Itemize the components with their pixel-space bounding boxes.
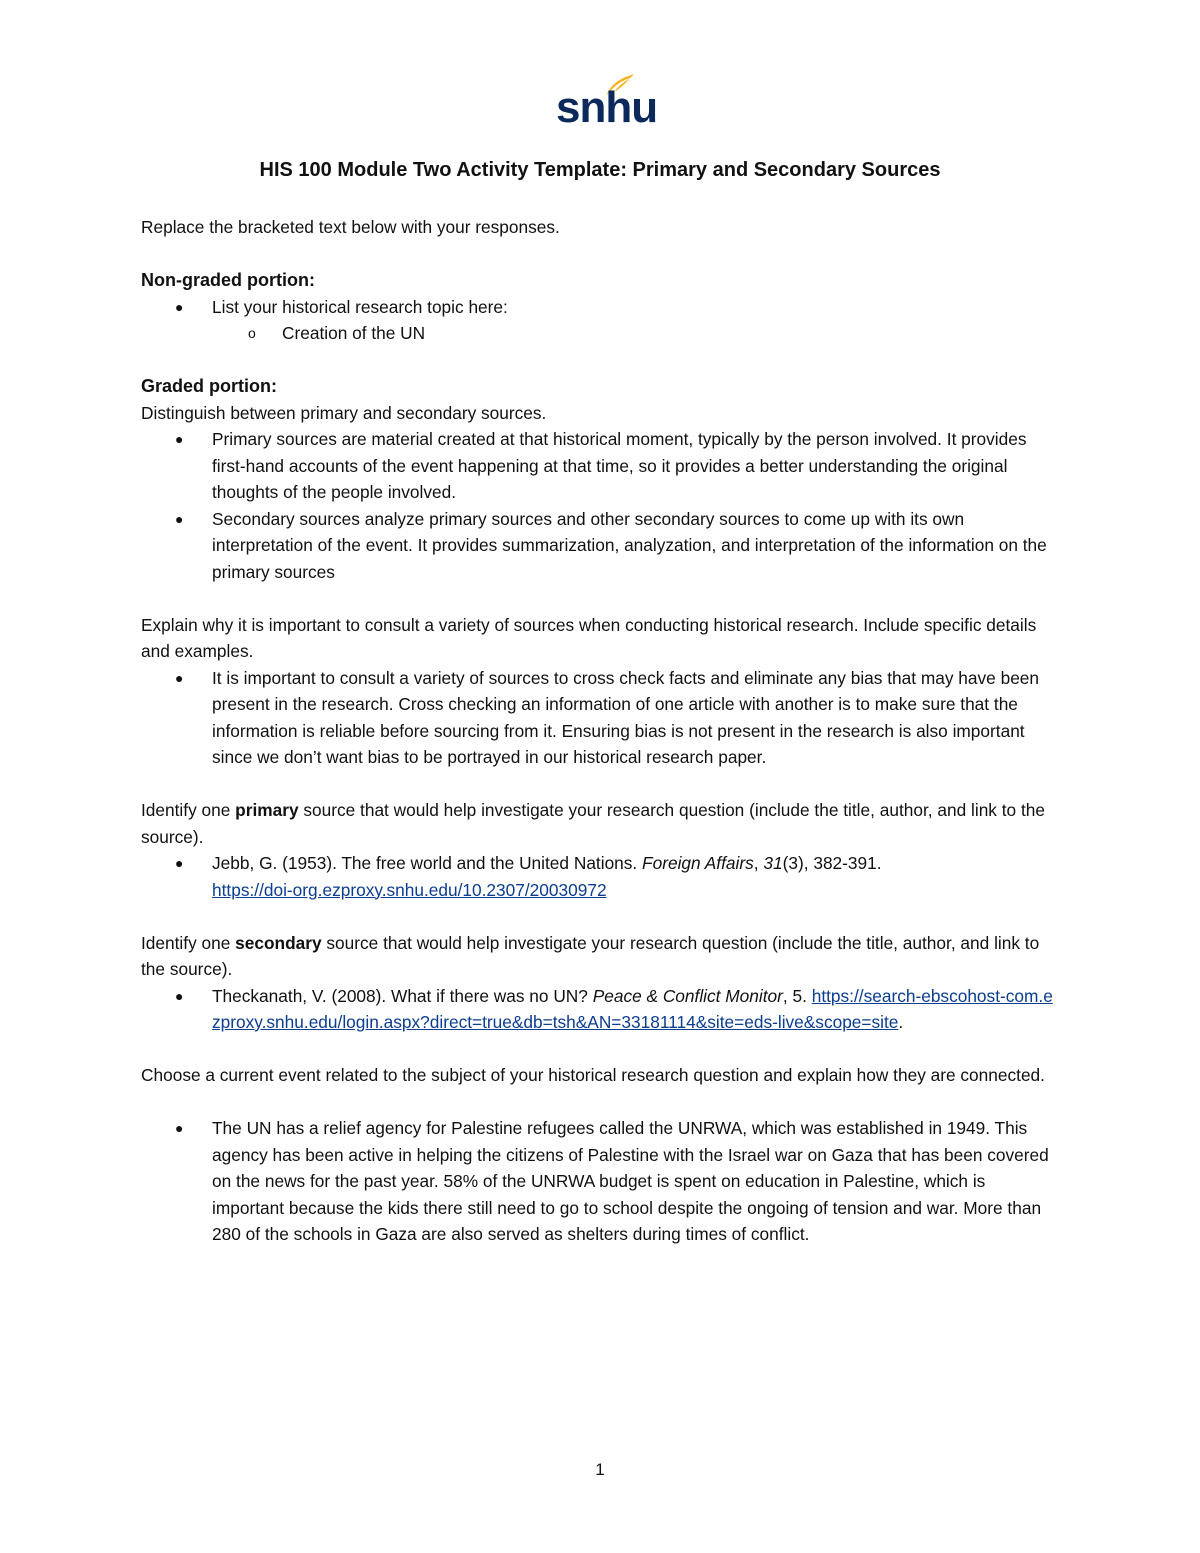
primary-source-link[interactable]: https://doi-org.ezproxy.snhu.edu/10.2307/20030972 xyxy=(212,879,607,900)
list-item: ● The UN has a relief agency for Palestine refugees called the UNRWA, which was established in 1949. This agency has been active in helping the citizens of Palestine with the Israel war on Gaza that has been covered on the news for the past year. 58% of the UNRWA budget is spent on education in Palestine, which is important because the kids there still need to go to school despite the ongoing of tension and war. More than 280 of the schools in Gaza are also served as shelters during times of conflict. xyxy=(141,1115,1061,1248)
q3-list xyxy=(141,850,1061,903)
question-4: Identify one secondary source that would help investigate your research question (include the title, author, and link to the source). xyxy=(141,932,1040,979)
bullet-icon: ● xyxy=(175,1120,184,1136)
q4-list xyxy=(141,983,1061,1036)
list-item: ● Jebb, G. (1953). The free world and the United Nations. Foreign Affairs, 31(3), 382-391. https://doi-org.ezproxy.snhu.edu/10.2307/20030972 xyxy=(141,850,1061,903)
list-item: ● Theckanath, V. (2008). What if there was no UN? Peace & Conflict Monitor, 5. https://search-ebscohost-com.ezproxy.snhu.edu/login.aspx?direct=true&db=tsh&AN=33181114&site=eds-live&scope=site. xyxy=(141,983,1061,1036)
list-item: ● List your historical research topic here: xyxy=(141,294,1061,321)
bullet-icon: ● xyxy=(175,987,184,1004)
q1-list xyxy=(141,426,1061,585)
question-2: Explain why it is important to consult a variety of sources when conducting historical research. Include specific details and examples. xyxy=(141,614,1037,661)
snhu-logo xyxy=(556,72,658,134)
list-item: ● Primary sources are material created at that historical moment, typically by the person involved. It provides first-hand accounts of the event happening at that time, so it provides a better understanding the original thoughts of the people involved. xyxy=(141,426,1061,506)
bullet-icon: ● xyxy=(175,669,184,686)
graded-heading: Graded portion: xyxy=(141,376,277,396)
intro-text: Replace the bracketed text below with your responses. xyxy=(141,217,560,237)
nongraded-heading: Non-graded portion: xyxy=(141,270,315,290)
list-item: ● It is important to consult a variety of sources to cross check facts and eliminate any bias that may have been present in the research. Cross checking an information of one article with another is to make sure that the information is reliable before sourcing from it. Ensuring bias is not present in the research is also important since we don’t want bias to be portrayed in our historical research paper. xyxy=(141,665,1061,771)
question-5: Choose a current event related to the subject of your historical research question and explain how they are connected. xyxy=(141,1065,1045,1085)
secondary-source-link[interactable]: https://search-ebscohost-com.ezproxy.snhu.edu/login.aspx?direct=true&db=tsh&AN=33181114&site=eds-live&scope=site xyxy=(212,985,1053,1032)
document-body xyxy=(141,214,1061,1248)
circle-bullet-icon: o xyxy=(248,325,256,341)
logo-wordmark: snhu xyxy=(556,83,658,132)
page-number: 1 xyxy=(595,1460,605,1479)
question-3: Identify one primary source that would help investigate your research question (include the title, author, and link to the source). xyxy=(141,800,1045,847)
question-1: Distinguish between primary and secondary sources. xyxy=(141,402,547,423)
bullet-icon: ● xyxy=(175,298,184,315)
q5-list xyxy=(141,1115,1061,1248)
bullet-icon: ● xyxy=(175,431,184,447)
list-item: ● Secondary sources analyze primary sources and other secondary sources to come up with its own interpretation of the event. It provides summarization, analyzation, and interpretation of the information on the primary sources xyxy=(141,506,1061,586)
q2-list xyxy=(141,665,1061,771)
page-title: HIS 100 Module Two Activity Template: Primary and Secondary Sources xyxy=(259,159,941,181)
bullet-icon: ● xyxy=(175,510,184,527)
bullet-icon: ● xyxy=(175,855,184,871)
nongraded-list xyxy=(141,294,1061,347)
list-item: o Creation of the UN xyxy=(141,320,1061,347)
